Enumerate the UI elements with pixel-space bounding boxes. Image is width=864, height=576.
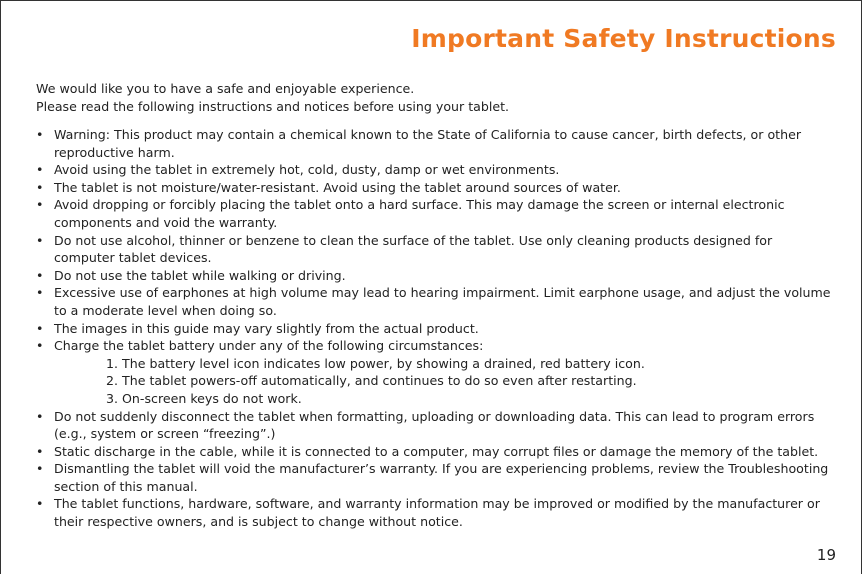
safety-item-text: Do not use the tablet while walking or driving. [54, 267, 346, 283]
bullet-icon: • [36, 443, 44, 459]
safety-item-text: Warning: This product may contain a chemical known to the State of California to cause cancer, birth defects, or other reproductive harm. [54, 127, 801, 160]
safety-item [36, 196, 836, 231]
safety-item [36, 408, 836, 443]
bullet-icon: • [36, 162, 44, 178]
safety-item-text: Do not suddenly disconnect the tablet when formatting, uploading or downloading data. This can lead to program errors (e.g., system or screen “freezing”.) [54, 408, 815, 442]
safety-item [36, 179, 836, 197]
safety-item [36, 267, 836, 285]
bullet-icon: • [36, 408, 44, 424]
charge-circumstance: 3. On-screen keys do not work. [106, 390, 302, 406]
bullet-icon: • [36, 338, 44, 354]
safety-item-text: Avoid dropping or forcibly placing the tablet onto a hard surface. This may damage the screen or internal electronic components and void the warranty. [54, 197, 785, 230]
safety-item [36, 460, 836, 495]
safety-item-text: The tablet functions, hardware, software, and warranty information may be improved or modified by the manufacturer or their respective owners, and is subject to change without notice. [54, 496, 820, 530]
bullet-icon: • [36, 285, 44, 301]
intro-line: Please read the following instructions and notices before using your tablet. [36, 99, 510, 114]
bullet-icon: • [36, 179, 44, 195]
safety-item [36, 443, 836, 461]
charge-circumstances-list [54, 355, 836, 408]
safety-item-text: Avoid using the tablet in extremely hot, cold, dusty, damp or wet environments. [54, 162, 560, 178]
safety-item-text: Charge the tablet battery under any of the following circumstances: [54, 338, 484, 354]
safety-item-text: Dismantling the tablet will void the manufacturer’s warranty. If you are experiencing problems, review the Troubleshooting section of this manual. [54, 461, 829, 494]
bullet-icon: • [36, 127, 44, 142]
bullet-icon: • [36, 320, 44, 336]
safety-item [36, 495, 836, 530]
safety-item-text: The tablet is not moisture/water-resistant. Avoid using the tablet around sources of water. [54, 179, 621, 195]
safety-item [36, 161, 836, 179]
safety-list [36, 126, 836, 531]
bullet-icon: • [36, 461, 44, 477]
safety-item [36, 337, 836, 407]
charge-circumstance: 2. The tablet powers-off automatically, and continues to do so even after restarting. [106, 373, 637, 389]
safety-item-text: Do not use alcohol, thinner or benzene to clean the surface of the tablet. Use only cleaning products designed for computer tablet devices. [54, 232, 773, 266]
bullet-icon: • [36, 267, 44, 283]
safety-item [36, 126, 836, 161]
safety-item [36, 232, 836, 267]
safety-item [36, 284, 836, 319]
page-title: Important Safety Instructions [411, 24, 836, 53]
bullet-icon: • [36, 197, 44, 213]
intro-line: We would like you to have a safe and enjoyable experience. [36, 81, 415, 96]
bullet-icon: • [36, 496, 44, 512]
bullet-icon: • [36, 232, 44, 248]
intro-text [36, 80, 836, 116]
page-number: 19 [816, 546, 836, 564]
safety-item-text: Excessive use of earphones at high volume may lead to hearing impairment. Limit earphone usage, and adjust the volume to a moderate level when doing so. [54, 285, 831, 318]
safety-item [36, 320, 836, 338]
safety-item-text: Static discharge in the cable, while it is connected to a computer, may corrupt files or damage the memory of the tablet. [54, 443, 819, 459]
safety-item-text: The images in this guide may vary slightly from the actual product. [54, 320, 479, 336]
charge-circumstance: 1. The battery level icon indicates low power, by showing a drained, red battery icon. [106, 355, 645, 371]
